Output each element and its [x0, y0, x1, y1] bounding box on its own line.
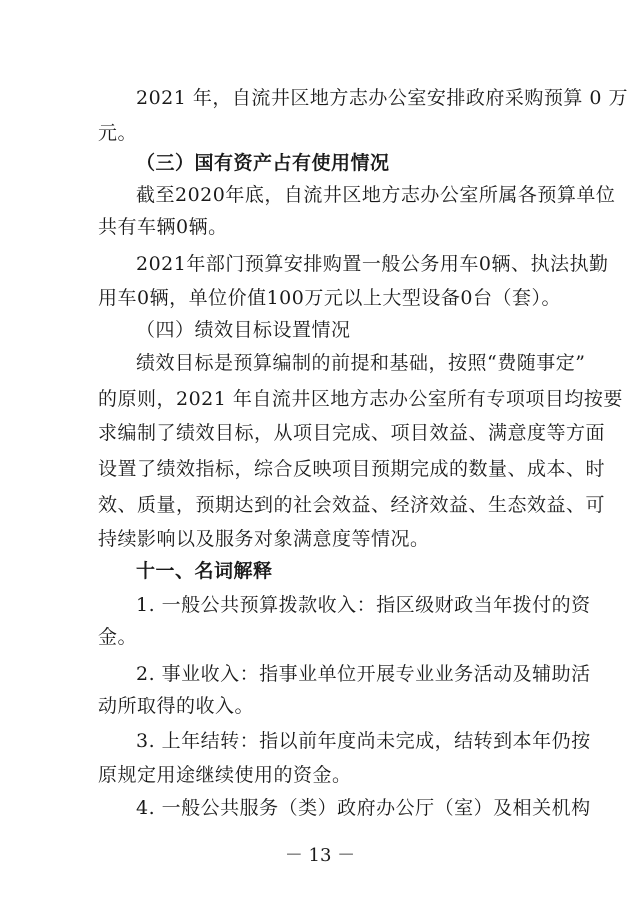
text-line: 持续影响以及服务对象满意度等情况。 — [98, 528, 430, 550]
text-line: 用车0辆，单位价值100万元以上大型设备0台（套）。 — [98, 287, 561, 309]
text-line: 元。 — [98, 122, 138, 144]
text-line: 2. 事业收入：指事业单位开展专业业务活动及辅助活 — [136, 663, 591, 685]
section-heading: （四）绩效目标设置情况 — [136, 319, 351, 341]
text-line: 设置了绩效指标，综合反映项目预期完成的数量、成本、时 — [98, 458, 606, 480]
text-line: 的原则，2021 年自流井区地方志办公室所有专项项目均按要 — [98, 388, 623, 410]
page-number: － 13 － — [284, 845, 356, 866]
text-line: 求编制了绩效目标，从项目完成、项目效益、满意度等方面 — [98, 422, 606, 444]
text-line: 效、质量，预期达到的社会效益、经济效益、生态效益、可 — [98, 494, 606, 516]
text-line: 截至2020年底，自流井区地方志办公室所属各预算单位 — [136, 184, 616, 206]
section-heading: （三）国有资产占有使用情况 — [136, 152, 390, 174]
section-heading: 十一、名词解释 — [136, 560, 273, 582]
text-line: 2021 年，自流井区地方志办公室安排政府采购预算 0 万 — [136, 87, 629, 109]
text-line: 绩效目标是预算编制的前提和基础，按照“费随事定” — [136, 352, 586, 374]
text-line: 共有车辆0辆。 — [98, 216, 228, 238]
text-line: 动所取得的收入。 — [98, 695, 255, 717]
text-line: 2021年部门预算安排购置一般公务用车0辆、执法执勤 — [136, 253, 609, 275]
text-line: 3. 上年结转：指以前年度尚未完成，结转到本年仍按 — [136, 730, 591, 752]
text-line: 4. 一般公共服务（类）政府办公厅（室）及相关机构 — [136, 797, 591, 819]
text-line: 1. 一般公共预算拨款收入：指区级财政当年拨付的资 — [136, 594, 591, 616]
text-line: 原规定用途继续使用的资金。 — [98, 764, 352, 786]
text-line: 金。 — [98, 626, 138, 648]
